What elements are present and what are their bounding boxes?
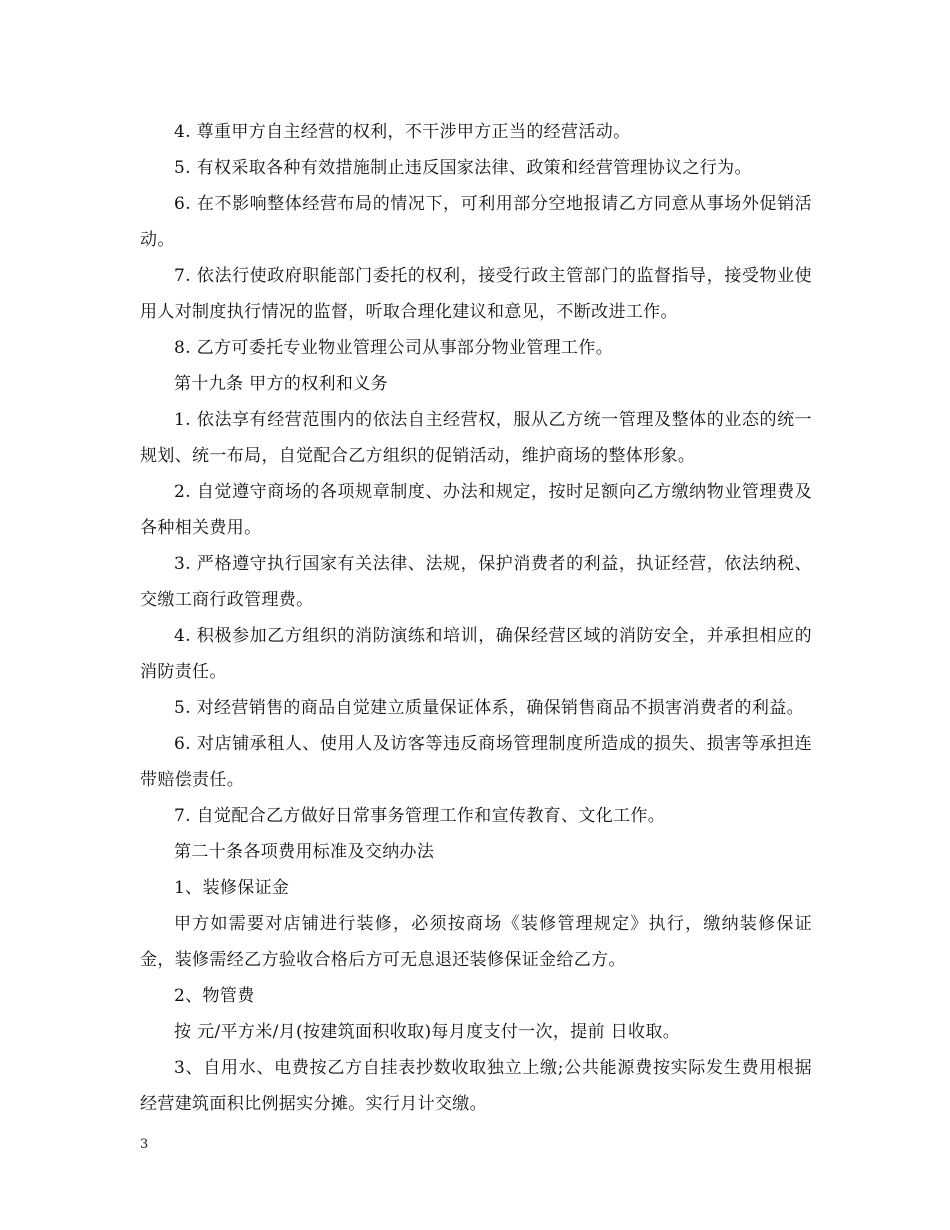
- document-body: [140, 114, 812, 1122]
- section-heading-article-20: 第二十条各项费用标准及交纳办法: [174, 842, 435, 862]
- party-a-item-1: 1. 依法享有经营范围内的依法自主经营权，服从乙方统一管理及整体的业态的统一规划、统一布局，自觉配合乙方组织的促销活动，维护商场的整体形象。: [140, 410, 812, 466]
- paragraph-item-8: 8. 乙方可委托专业物业管理公司从事部分物业管理工作。: [174, 338, 614, 358]
- paragraph-item-7: 7. 依法行使政府职能部门委托的权利，接受行政主管部门的监督指导，接受物业使用人对制度执行情况的监督，听取合理化建议和意见，不断改进工作。: [140, 266, 812, 322]
- fee-deposit-text: 甲方如需要对店铺进行装修，必须按商场《装修管理规定》执行，缴纳装修保证金，装修需经乙方验收合格后方可无息退还装修保证金给乙方。: [140, 914, 812, 970]
- section-heading-article-19: 第十九条 甲方的权利和义务: [174, 374, 388, 394]
- party-a-item-4: 4. 积极参加乙方组织的消防演练和培训，确保经营区域的消防安全，并承担相应的消防责任。: [140, 626, 812, 682]
- party-a-item-7: 7. 自觉配合乙方做好日常事务管理工作和宣传教育、文化工作。: [174, 806, 666, 826]
- paragraph-item-4: 4. 尊重甲方自主经营的权利，不干涉甲方正当的经营活动。: [174, 122, 631, 142]
- party-a-item-5: 5. 对经营销售的商品自觉建立质量保证体系，确保销售商品不损害消费者的利益。: [174, 698, 804, 718]
- fee-management-text: 按 元/平方米/月(按建筑面积收取)每月度支付一次，提前 日收取。: [174, 1022, 681, 1042]
- party-a-item-2: 2. 自觉遵守商场的各项规章制度、办法和规定，按时足额向乙方缴纳物业管理费及各种相关费用。: [140, 482, 812, 538]
- page-number: 3: [140, 1137, 149, 1152]
- paragraph-item-5: 5. 有权采取各种有效措施制止违反国家法律、政策和经营管理协议之行为。: [174, 158, 752, 178]
- party-a-item-6: 6. 对店铺承租人、使用人及访客等违反商场管理制度所造成的损失、损害等承担连带赔偿责任。: [140, 734, 812, 790]
- paragraph-item-6: 6. 在不影响整体经营布局的情况下，可利用部分空地报请乙方同意从事场外促销活动。: [140, 194, 812, 250]
- party-a-item-3: 3. 严格遵守执行国家有关法律、法规，保护消费者的利益，执证经营，依法纳税、交缴工商行政管理费。: [140, 554, 812, 610]
- fee-heading-deposit: 1、装修保证金: [174, 878, 290, 898]
- fee-utilities-text: 3、自用水、电费按乙方自挂表抄数收取独立上缴;公共能源费按实际发生费用根据经营建筑面积比例据实分摊。实行月计交缴。: [140, 1058, 812, 1114]
- fee-heading-management: 2、物管费: [174, 986, 255, 1006]
